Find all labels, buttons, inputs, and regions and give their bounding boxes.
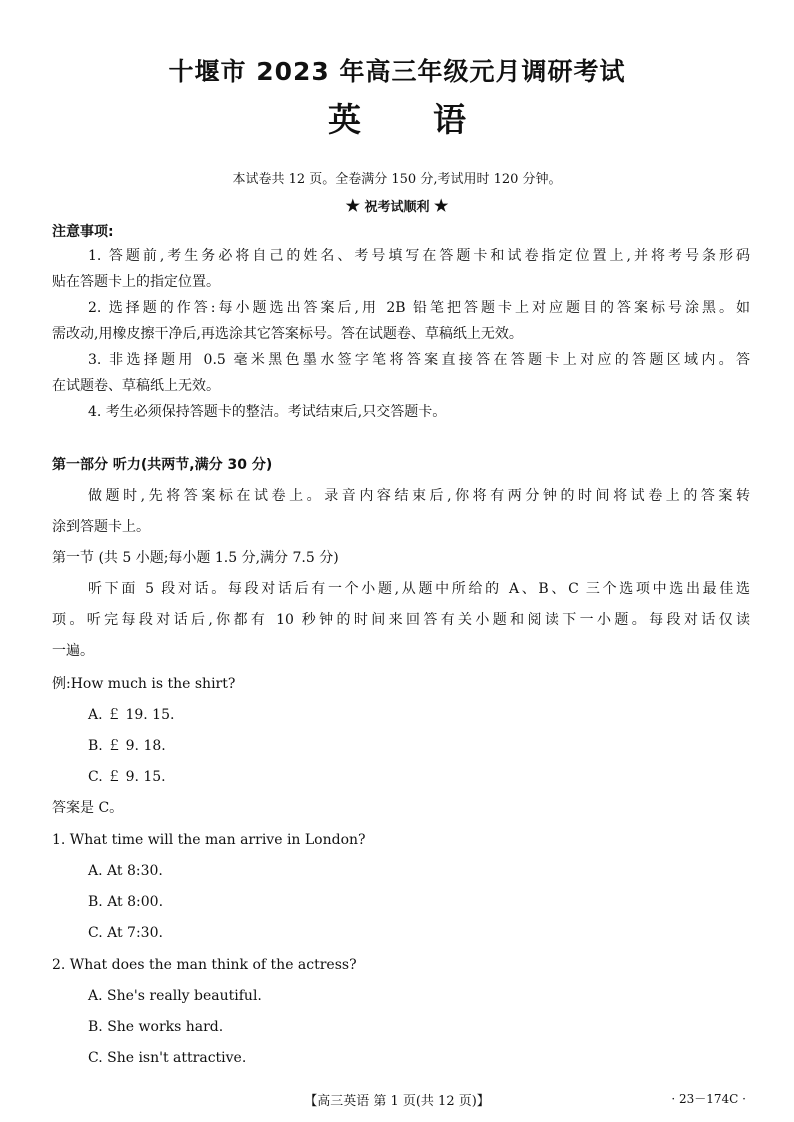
page-number: 【高三英语 第 1 页(共 12 页)】 xyxy=(304,1094,490,1109)
note-1-line-2: 贴在答题卡上的指定位置。 xyxy=(52,274,220,290)
question-option: A. At 8:30. xyxy=(88,863,163,879)
subject-char-2: 语 xyxy=(433,100,466,139)
good-luck-line xyxy=(0,196,794,215)
note-3-line-2: 在试题卷、草稿纸上无效。 xyxy=(52,378,220,394)
note-1-line-1: 1. 答题前,考生务必将自己的姓名、考号填写在答题卡和试卷指定位置上,并将考号条形码 xyxy=(88,248,750,264)
section1-intro-line-1: 听下面 5 段对话。每段对话后有一个小题,从题中所给的 A、B、C 三个选项中选出最佳选 xyxy=(88,581,750,597)
question-option: A. She's really beautiful. xyxy=(88,988,262,1004)
example-option-b: B. ￡ 9. 18. xyxy=(88,738,166,754)
question-option: B. She works hard. xyxy=(88,1019,224,1035)
section1-intro-line-3: 一遍。 xyxy=(52,643,94,659)
question-text: 1. What time will the man arrive in London? xyxy=(52,832,366,848)
star-icon: ★ xyxy=(434,196,449,215)
example-option-a: A. ￡ 19. 15. xyxy=(88,707,175,723)
part1-heading: 第一部分 听力(共两节,满分 30 分) xyxy=(52,457,273,473)
subject-title xyxy=(0,94,794,141)
notes-heading: 注意事项: xyxy=(52,224,114,240)
exam-title: 十堰市 2023 年高三年级元月调研考试 xyxy=(168,57,626,86)
note-4: 4. 考生必须保持答题卡的整洁。考试结束后,只交答题卡。 xyxy=(88,404,447,420)
exam-meta: 本试卷共 12 页。全卷满分 150 分,考试用时 120 分钟。 xyxy=(232,172,562,187)
part1-intro-line-2: 涂到答题卡上。 xyxy=(52,519,150,535)
section1-heading: 第一节 (共 5 小题;每小题 1.5 分,满分 7.5 分) xyxy=(52,550,339,566)
note-3-line-1: 3. 非选择题用 0.5 毫米黑色墨水签字笔将答案直接答在答题卡上对应的答题区域内。答 xyxy=(88,352,750,368)
star-icon: ★ xyxy=(345,196,360,215)
example-answer: 答案是 C。 xyxy=(52,800,124,816)
good-luck-text: 祝考试顺利 xyxy=(364,200,430,215)
example-question: 例:How much is the shirt? xyxy=(52,676,236,692)
note-2-line-2: 需改动,用橡皮擦干净后,再选涂其它答案标号。答在试题卷、草稿纸上无效。 xyxy=(52,326,523,342)
section1-intro-line-2: 项。听完每段对话后,你都有 10 秒钟的时间来回答有关小题和阅读下一小题。每段对话仅读 xyxy=(52,612,750,628)
question-option: B. At 8:00. xyxy=(88,894,164,910)
example-option-c: C. ￡ 9. 15. xyxy=(88,769,166,785)
paper-code: · 23－174C · xyxy=(671,1092,746,1106)
question-text: 2. What does the man think of the actress? xyxy=(52,957,357,973)
question-option: C. She isn't attractive. xyxy=(88,1050,247,1066)
part1-intro-line-1: 做题时,先将答案标在试卷上。录音内容结束后,你将有两分钟的时间将试卷上的答案转 xyxy=(88,488,750,504)
subject-char-1: 英 xyxy=(328,100,361,139)
note-2-line-1: 2. 选择题的作答:每小题选出答案后,用 2B 铅笔把答题卡上对应题目的答案标号涂黑。如 xyxy=(88,300,750,316)
question-option: C. At 7:30. xyxy=(88,925,163,941)
